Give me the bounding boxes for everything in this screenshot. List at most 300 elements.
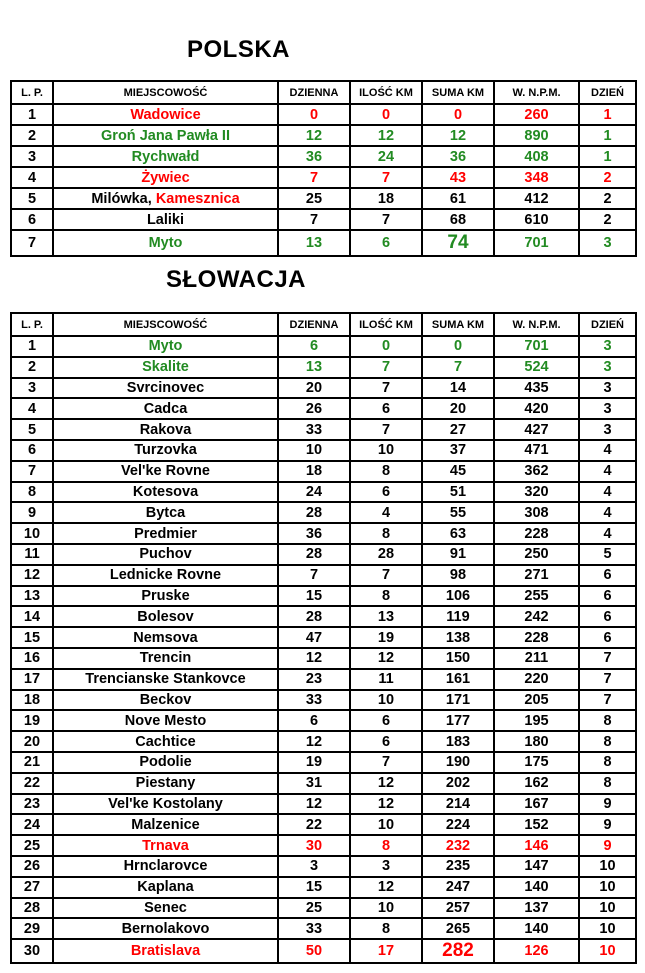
- cell-lp: 23: [11, 794, 53, 815]
- table-row: [11, 710, 636, 731]
- cell-ilosc-km: 10: [350, 898, 422, 919]
- table-row: [11, 898, 636, 919]
- cell-wnpm: 228: [494, 523, 579, 544]
- cell-wnpm: 147: [494, 856, 579, 877]
- table-row: [11, 230, 636, 256]
- table-row: [11, 731, 636, 752]
- cell-lp: 5: [11, 419, 53, 440]
- place-name: Hrnclarovce: [123, 858, 208, 875]
- place-name: Turzovka: [134, 442, 197, 459]
- cell-lp: 6: [11, 440, 53, 461]
- cell-lp: 3: [11, 378, 53, 399]
- cell-dzien: 9: [579, 814, 636, 835]
- cell-dzienna: 30: [278, 835, 350, 856]
- cell-ilosc-km: 8: [350, 523, 422, 544]
- table-row: [11, 357, 636, 378]
- cell-dzienna: 28: [278, 606, 350, 627]
- cell-suma-km: 61: [422, 188, 494, 209]
- cell-dzien: 8: [579, 731, 636, 752]
- cell-dzienna: 36: [278, 146, 350, 167]
- cell-wnpm: 412: [494, 188, 579, 209]
- cell-dzien: 10: [579, 856, 636, 877]
- cell-miejscowosc: [53, 835, 278, 856]
- cell-wnpm: 220: [494, 669, 579, 690]
- cell-dzienna: 24: [278, 482, 350, 503]
- cell-dzienna: 23: [278, 669, 350, 690]
- place-name: Bytca: [145, 504, 186, 521]
- table-row: [11, 440, 636, 461]
- cell-ilosc-km: 0: [350, 104, 422, 125]
- cell-suma-km: 190: [422, 752, 494, 773]
- cell-ilosc-km: 24: [350, 146, 422, 167]
- cell-dzien: 8: [579, 710, 636, 731]
- table-row: [11, 669, 636, 690]
- cell-lp: 7: [11, 461, 53, 482]
- cell-dzienna: 7: [278, 565, 350, 586]
- cell-dzien: 7: [579, 669, 636, 690]
- cell-wnpm: 320: [494, 482, 579, 503]
- table-row: [11, 565, 636, 586]
- place-name: Kamesznica: [155, 190, 240, 207]
- cell-miejscowosc: [53, 544, 278, 565]
- cell-ilosc-km: 6: [350, 230, 422, 256]
- cell-dzien: 10: [579, 877, 636, 898]
- cell-dzien: 9: [579, 835, 636, 856]
- cell-ilosc-km: 6: [350, 482, 422, 503]
- cell-miejscowosc: [53, 877, 278, 898]
- cell-wnpm: 180: [494, 731, 579, 752]
- cell-dzienna: 25: [278, 188, 350, 209]
- cell-dzien: 1: [579, 104, 636, 125]
- cell-dzienna: 6: [278, 336, 350, 357]
- cell-dzien: 2: [579, 188, 636, 209]
- cell-suma-km: 106: [422, 586, 494, 607]
- cell-dzienna: 28: [278, 544, 350, 565]
- cell-suma-km: 247: [422, 877, 494, 898]
- header-wnpm: W. N.P.M.: [494, 81, 579, 104]
- place-name: Bolesov: [137, 608, 194, 625]
- cell-ilosc-km: 7: [350, 419, 422, 440]
- cell-dzienna: 13: [278, 230, 350, 256]
- header-ilosc-km: ILOŚĆ KM: [350, 81, 422, 104]
- place-name: Malzenice: [131, 816, 200, 833]
- cell-lp: 1: [11, 104, 53, 125]
- table-row: [11, 209, 636, 230]
- table-row: [11, 523, 636, 544]
- cell-dzien: 3: [579, 357, 636, 378]
- cell-ilosc-km: 28: [350, 544, 422, 565]
- cell-lp: 20: [11, 731, 53, 752]
- cell-dzienna: 28: [278, 502, 350, 523]
- place-name: Laliki: [146, 211, 185, 228]
- cell-dzienna: 25: [278, 898, 350, 919]
- cell-dzien: 4: [579, 502, 636, 523]
- header-dzienna: DZIENNA: [278, 81, 350, 104]
- cell-dzien: 10: [579, 918, 636, 939]
- cell-suma-km: 36: [422, 146, 494, 167]
- cell-dzienna: 50: [278, 939, 350, 963]
- cell-miejscowosc: [53, 606, 278, 627]
- place-name: Vel'ke Kostolany: [108, 795, 223, 812]
- cell-wnpm: 146: [494, 835, 579, 856]
- table-row: [11, 835, 636, 856]
- cell-lp: 4: [11, 167, 53, 188]
- cell-suma-km: 14: [422, 378, 494, 399]
- table-row: [11, 939, 636, 963]
- header-suma-km: SUMA KM: [422, 81, 494, 104]
- cell-miejscowosc: [53, 502, 278, 523]
- cell-lp: 13: [11, 586, 53, 607]
- cell-miejscowosc: [53, 378, 278, 399]
- cell-lp: 28: [11, 898, 53, 919]
- cell-ilosc-km: 8: [350, 835, 422, 856]
- place-name: Trnava: [142, 837, 189, 854]
- cell-lp: 29: [11, 918, 53, 939]
- cell-lp: 2: [11, 125, 53, 146]
- cell-miejscowosc: [53, 125, 278, 146]
- cell-dzien: 5: [579, 544, 636, 565]
- cell-dzienna: 7: [278, 209, 350, 230]
- cell-dzienna: 18: [278, 461, 350, 482]
- cell-wnpm: 140: [494, 877, 579, 898]
- cell-miejscowosc: [53, 209, 278, 230]
- table-row: [11, 188, 636, 209]
- place-name: Trencianske Stankovce: [85, 671, 246, 688]
- cell-dzienna: 7: [278, 167, 350, 188]
- cell-ilosc-km: 7: [350, 209, 422, 230]
- cell-miejscowosc: [53, 898, 278, 919]
- cell-dzienna: 33: [278, 918, 350, 939]
- cell-lp: 11: [11, 544, 53, 565]
- cell-miejscowosc: [53, 230, 278, 256]
- cell-ilosc-km: 19: [350, 627, 422, 648]
- cell-lp: 22: [11, 773, 53, 794]
- cell-wnpm: 126: [494, 939, 579, 963]
- header-lp: L. P.: [11, 313, 53, 336]
- cell-lp: 26: [11, 856, 53, 877]
- cell-dzienna: 10: [278, 440, 350, 461]
- cell-wnpm: 211: [494, 648, 579, 669]
- cell-dzienna: 3: [278, 856, 350, 877]
- cell-dzienna: 26: [278, 398, 350, 419]
- place-name: Bratislava: [130, 943, 201, 960]
- cell-suma-km: 0: [422, 336, 494, 357]
- place-name: Cadca: [143, 400, 188, 417]
- cell-lp: 19: [11, 710, 53, 731]
- cell-wnpm: 890: [494, 125, 579, 146]
- place-name: Rychwałd: [131, 148, 200, 165]
- cell-wnpm: 524: [494, 357, 579, 378]
- cell-lp: 2: [11, 357, 53, 378]
- table-row: [11, 690, 636, 711]
- header-dzienna: DZIENNA: [278, 313, 350, 336]
- cell-suma-km: 74: [422, 230, 494, 256]
- cell-miejscowosc: [53, 690, 278, 711]
- cell-miejscowosc: [53, 104, 278, 125]
- table-row: [11, 419, 636, 440]
- cell-wnpm: 408: [494, 146, 579, 167]
- cell-dzien: 10: [579, 939, 636, 963]
- table-row: [11, 918, 636, 939]
- cell-ilosc-km: 13: [350, 606, 422, 627]
- cell-dzien: 6: [579, 586, 636, 607]
- cell-ilosc-km: 18: [350, 188, 422, 209]
- cell-wnpm: 137: [494, 898, 579, 919]
- table-header-row: [11, 81, 636, 104]
- cell-dzien: 4: [579, 461, 636, 482]
- cell-wnpm: 140: [494, 918, 579, 939]
- cell-dzien: 6: [579, 606, 636, 627]
- cell-lp: 12: [11, 565, 53, 586]
- place-name: Żywiec: [141, 169, 190, 186]
- place-name: Trencin: [139, 650, 192, 667]
- cell-wnpm: 362: [494, 461, 579, 482]
- place-name: Svrcinovec: [126, 379, 205, 396]
- cell-dzien: 3: [579, 378, 636, 399]
- table-row: [11, 461, 636, 482]
- cell-dzien: 2: [579, 167, 636, 188]
- cell-dzien: 9: [579, 794, 636, 815]
- table-row: [11, 336, 636, 357]
- cell-suma-km: 20: [422, 398, 494, 419]
- cell-suma-km: 177: [422, 710, 494, 731]
- cell-lp: 15: [11, 627, 53, 648]
- cell-suma-km: 265: [422, 918, 494, 939]
- place-name: Piestany: [135, 775, 196, 792]
- cell-suma-km: 37: [422, 440, 494, 461]
- cell-dzienna: 15: [278, 877, 350, 898]
- cell-lp: 10: [11, 523, 53, 544]
- cell-suma-km: 202: [422, 773, 494, 794]
- cell-wnpm: 162: [494, 773, 579, 794]
- cell-dzien: 3: [579, 336, 636, 357]
- cell-dzien: 8: [579, 752, 636, 773]
- cell-suma-km: 45: [422, 461, 494, 482]
- place-name: Skalite: [142, 359, 189, 376]
- cell-dzien: 8: [579, 773, 636, 794]
- cell-suma-km: 232: [422, 835, 494, 856]
- cell-dzienna: 13: [278, 357, 350, 378]
- cell-ilosc-km: 10: [350, 690, 422, 711]
- table-row: [11, 752, 636, 773]
- cell-dzienna: 15: [278, 586, 350, 607]
- cell-wnpm: 435: [494, 378, 579, 399]
- cell-lp: 7: [11, 230, 53, 256]
- cell-miejscowosc: [53, 461, 278, 482]
- table-row: [11, 125, 636, 146]
- cell-wnpm: 255: [494, 586, 579, 607]
- table-row: [11, 104, 636, 125]
- cell-wnpm: 195: [494, 710, 579, 731]
- cell-wnpm: 610: [494, 209, 579, 230]
- cell-ilosc-km: 8: [350, 461, 422, 482]
- cell-ilosc-km: 6: [350, 731, 422, 752]
- cell-dzienna: 22: [278, 814, 350, 835]
- cell-suma-km: 12: [422, 125, 494, 146]
- cell-lp: 9: [11, 502, 53, 523]
- table-row: [11, 378, 636, 399]
- cell-ilosc-km: 17: [350, 939, 422, 963]
- cell-miejscowosc: [53, 586, 278, 607]
- table-polska: [10, 80, 637, 257]
- place-name: Predmier: [134, 525, 197, 542]
- place-name: Lednicke Rovne: [109, 567, 222, 584]
- cell-miejscowosc: [53, 357, 278, 378]
- cell-suma-km: 55: [422, 502, 494, 523]
- table-row: [11, 482, 636, 503]
- cell-dzien: 3: [579, 419, 636, 440]
- cell-wnpm: 175: [494, 752, 579, 773]
- cell-lp: 14: [11, 606, 53, 627]
- place-name: Nemsova: [133, 629, 198, 646]
- cell-lp: 21: [11, 752, 53, 773]
- cell-lp: 3: [11, 146, 53, 167]
- cell-dzien: 6: [579, 627, 636, 648]
- cell-dzien: 7: [579, 648, 636, 669]
- cell-dzienna: 12: [278, 125, 350, 146]
- cell-ilosc-km: 12: [350, 125, 422, 146]
- header-suma-km: SUMA KM: [422, 313, 494, 336]
- cell-suma-km: 51: [422, 482, 494, 503]
- cell-miejscowosc: [53, 336, 278, 357]
- cell-miejscowosc: [53, 188, 278, 209]
- cell-wnpm: 205: [494, 690, 579, 711]
- cell-dzien: 1: [579, 125, 636, 146]
- cell-dzien: 2: [579, 209, 636, 230]
- header-ilosc-km: ILOŚĆ KM: [350, 313, 422, 336]
- cell-suma-km: 161: [422, 669, 494, 690]
- table-row: [11, 773, 636, 794]
- cell-ilosc-km: 12: [350, 794, 422, 815]
- cell-ilosc-km: 6: [350, 710, 422, 731]
- cell-miejscowosc: [53, 794, 278, 815]
- cell-dzienna: 19: [278, 752, 350, 773]
- cell-dzienna: 36: [278, 523, 350, 544]
- cell-wnpm: 260: [494, 104, 579, 125]
- table-slowacja: [10, 312, 637, 964]
- cell-lp: 17: [11, 669, 53, 690]
- cell-suma-km: 98: [422, 565, 494, 586]
- header-miejscowosc: MIEJSCOWOŚĆ: [53, 313, 278, 336]
- table-row: [11, 586, 636, 607]
- cell-lp: 25: [11, 835, 53, 856]
- place-name: Groń Jana Pawła II: [101, 127, 230, 144]
- cell-suma-km: 183: [422, 731, 494, 752]
- cell-suma-km: 63: [422, 523, 494, 544]
- cell-ilosc-km: 0: [350, 336, 422, 357]
- cell-lp: 5: [11, 188, 53, 209]
- cell-miejscowosc: [53, 440, 278, 461]
- cell-dzien: 4: [579, 440, 636, 461]
- cell-suma-km: 214: [422, 794, 494, 815]
- header-dzien: DZIEŃ: [579, 81, 636, 104]
- cell-suma-km: 43: [422, 167, 494, 188]
- cell-dzienna: 12: [278, 648, 350, 669]
- cell-wnpm: 471: [494, 440, 579, 461]
- table-row: [11, 627, 636, 648]
- cell-miejscowosc: [53, 419, 278, 440]
- cell-miejscowosc: [53, 710, 278, 731]
- place-name: Myto: [148, 235, 183, 251]
- place-name: Milówka,: [91, 190, 156, 207]
- place-name: Puchov: [139, 546, 192, 563]
- cell-dzienna: 6: [278, 710, 350, 731]
- cell-suma-km: 91: [422, 544, 494, 565]
- cell-ilosc-km: 12: [350, 773, 422, 794]
- cell-wnpm: 228: [494, 627, 579, 648]
- cell-miejscowosc: [53, 731, 278, 752]
- cell-suma-km: 119: [422, 606, 494, 627]
- cell-dzienna: 0: [278, 104, 350, 125]
- cell-dzien: 10: [579, 898, 636, 919]
- cell-dzien: 3: [579, 398, 636, 419]
- cell-dzienna: 33: [278, 419, 350, 440]
- cell-ilosc-km: 12: [350, 877, 422, 898]
- cell-miejscowosc: [53, 167, 278, 188]
- cell-suma-km: 235: [422, 856, 494, 877]
- place-name: Cachtice: [135, 733, 196, 750]
- cell-suma-km: 68: [422, 209, 494, 230]
- table-row: [11, 877, 636, 898]
- cell-ilosc-km: 7: [350, 167, 422, 188]
- cell-ilosc-km: 8: [350, 586, 422, 607]
- cell-ilosc-km: 10: [350, 814, 422, 835]
- cell-lp: 1: [11, 336, 53, 357]
- cell-lp: 30: [11, 939, 53, 963]
- place-name: Kotesova: [132, 483, 199, 500]
- cell-miejscowosc: [53, 565, 278, 586]
- cell-ilosc-km: 11: [350, 669, 422, 690]
- cell-dzienna: 12: [278, 731, 350, 752]
- cell-suma-km: 27: [422, 419, 494, 440]
- cell-ilosc-km: 7: [350, 752, 422, 773]
- section-title-slowacja: SŁOWACJA: [166, 266, 307, 293]
- place-name: Nove Mesto: [124, 712, 207, 729]
- cell-dzienna: 47: [278, 627, 350, 648]
- header-lp: L. P.: [11, 81, 53, 104]
- cell-wnpm: 152: [494, 814, 579, 835]
- cell-miejscowosc: [53, 398, 278, 419]
- cell-lp: 24: [11, 814, 53, 835]
- cell-miejscowosc: [53, 627, 278, 648]
- place-name: Vel'ke Rovne: [121, 463, 210, 480]
- cell-miejscowosc: [53, 523, 278, 544]
- cell-dzien: 7: [579, 690, 636, 711]
- header-dzien: DZIEŃ: [579, 313, 636, 336]
- cell-wnpm: 427: [494, 419, 579, 440]
- cell-dzienna: 20: [278, 378, 350, 399]
- table-row: [11, 648, 636, 669]
- cell-wnpm: 250: [494, 544, 579, 565]
- cell-miejscowosc: [53, 482, 278, 503]
- cell-wnpm: 308: [494, 502, 579, 523]
- cell-miejscowosc: [53, 752, 278, 773]
- table-row: [11, 398, 636, 419]
- cell-wnpm: 271: [494, 565, 579, 586]
- cell-miejscowosc: [53, 146, 278, 167]
- cell-miejscowosc: [53, 773, 278, 794]
- cell-ilosc-km: 12: [350, 648, 422, 669]
- place-name: Wadowice: [130, 106, 201, 123]
- header-miejscowosc: MIEJSCOWOŚĆ: [53, 81, 278, 104]
- cell-wnpm: 167: [494, 794, 579, 815]
- cell-ilosc-km: 10: [350, 440, 422, 461]
- section-title-polska: POLSKA: [187, 36, 291, 63]
- cell-suma-km: 138: [422, 627, 494, 648]
- cell-lp: 27: [11, 877, 53, 898]
- cell-miejscowosc: [53, 939, 278, 963]
- cell-lp: 16: [11, 648, 53, 669]
